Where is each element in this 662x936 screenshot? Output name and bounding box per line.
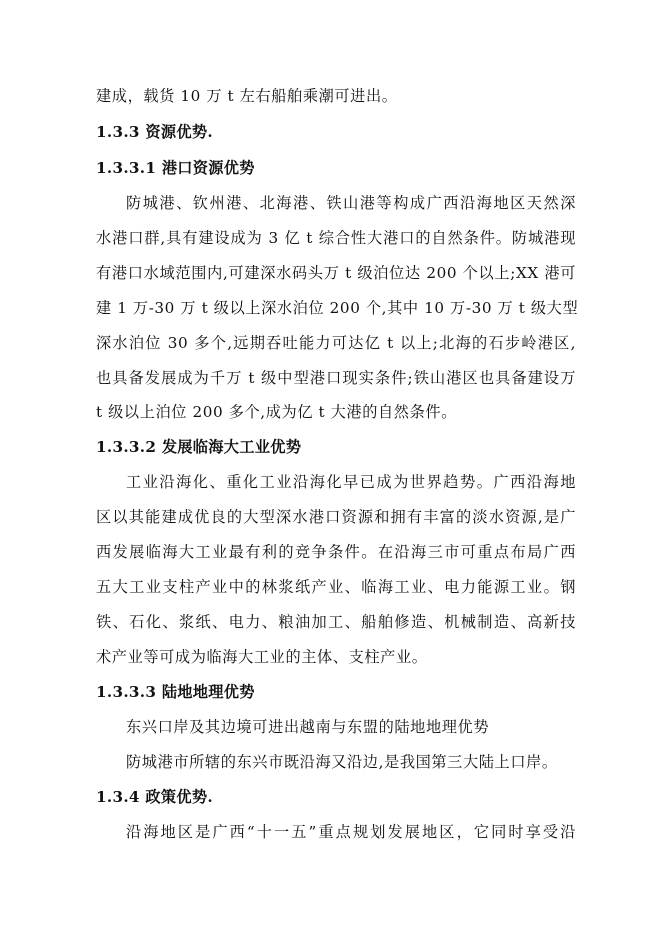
body-line-11: 西发展临海大工业最有利的竞争条件。在沿海三市可重点布局广西 [96, 543, 576, 561]
section-heading-1-3-3: 1.3.3 资源优势. [96, 123, 213, 141]
body-line-6: 深水泊位 30 多个,远期吞吐能力可达亿 t 以上;北海的石步岭港区, [96, 334, 576, 352]
section-heading-1-3-4: 1.3.4 政策优势. [96, 788, 213, 806]
body-line-12: 五大工业支柱产业中的林浆纸产业、临海工业、电力能源工业。钢 [96, 578, 576, 596]
body-line-13: 铁、石化、浆纸、电力、粮油加工、船舶修造、机械制造、高新技 [96, 613, 576, 631]
subsection-heading-1-3-3-3: 1.3.3.3 陆地地理优势 [96, 683, 255, 701]
body-line-10: 区以其能建成优良的大型深水港口资源和拥有丰富的淡水资源,是广 [96, 508, 576, 526]
body-line-5: 建 1 万-30 万 t 级以上深水泊位 200 个,其中 10 万-30 万 t 级大型 [96, 299, 579, 317]
subsection-heading-1-3-3-2: 1.3.3.2 发展临海大工业优势 [96, 438, 302, 456]
body-line-15: 东兴口岸及其边境可进出越南与东盟的陆地地理优势 [126, 718, 490, 736]
body-line-17: 沿海地区是广西“十一五”重点规划发展地区，它同时享受沿 [126, 823, 576, 841]
body-line-14: 术产业等可成为临海大工业的主体、支柱产业。 [96, 648, 428, 666]
body-line-8: t 级以上泊位 200 多个,成为亿 t 大港的自然条件。 [96, 403, 457, 421]
body-line-2: 防城港、钦州港、北海港、铁山港等构成广西沿海地区天然深 [126, 194, 576, 212]
body-line-16: 防城港市所辖的东兴市既沿海又沿边,是我国第三大陆上口岸。 [126, 753, 558, 771]
body-line-9: 工业沿海化、重化工业沿海化早已成为世界趋势。广西沿海地 [126, 473, 576, 491]
body-line-3: 水港口群,具有建设成为 3 亿 t 综合性大港口的自然条件。防城港现 [96, 229, 576, 247]
body-line-1: 建成，载货 10 万 t 左右船舶乘潮可进出。 [96, 87, 398, 105]
body-line-4: 有港口水域范围内,可建深水码头万 t 级泊位达 200 个以上;XX 港可 [96, 264, 576, 282]
body-line-7: 也具备发展成为千万 t 级中型港口现实条件;铁山港区也具备建设万 [96, 369, 576, 387]
subsection-heading-1-3-3-1: 1.3.3.1 港口资源优势 [96, 159, 255, 177]
